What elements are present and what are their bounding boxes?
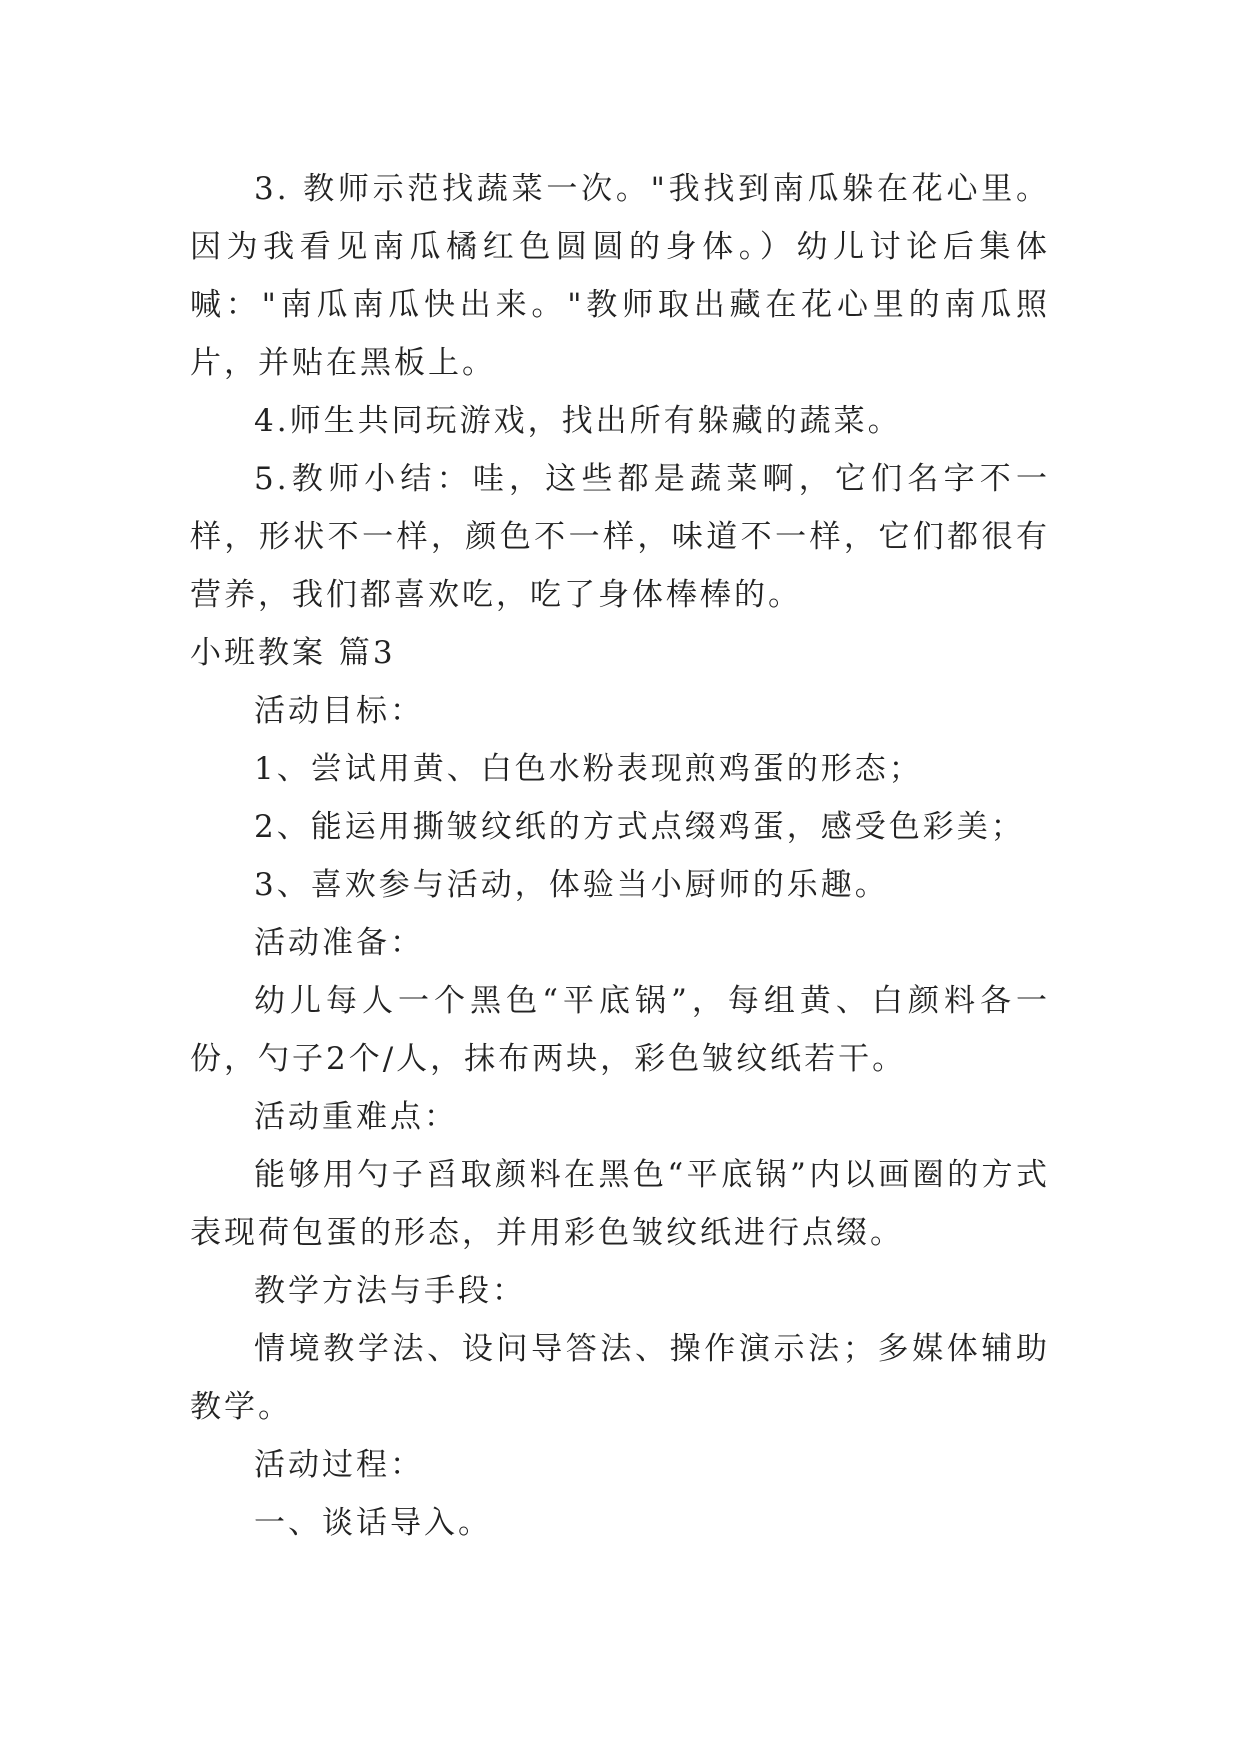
paragraph-method-body: 情境教学法、设问导答法、操作演示法；多媒体辅助教学。 [190, 1331, 1050, 1425]
paragraph-goals-title: 活动目标： [254, 693, 424, 729]
paragraph-method-title: 教学方法与手段： [254, 1273, 526, 1309]
paragraph-goal-1: 1、尝试用黄、白色水粉表现煎鸡蛋的形态； [254, 751, 923, 787]
paragraph-key-title: 活动重难点： [254, 1099, 458, 1135]
paragraph-step-4: 4.师生共同玩游戏，找出所有躲藏的蔬菜。 [254, 403, 902, 439]
paragraph-step-3: 3. 教师示范找蔬菜一次。"我找到南瓜躲在花心里。因为我看见南瓜橘红色圆圆的身体。）幼儿讨论后集体喊："南瓜南瓜快出来。"教师取出藏在花心里的南瓜照片，并贴在黑板上。 [190, 171, 1050, 381]
paragraph-step-5: 5.教师小结：哇，这些都是蔬菜啊，它们名字不一样，形状不一样，颜色不一样，味道不一样，它们都很有营养，我们都喜欢吃，吃了身体棒棒的。 [190, 461, 1050, 613]
paragraph-key-body: 能够用勺子舀取颜料在黑色“平底锅”内以画圈的方式表现荷包蛋的形态，并用彩色皱纹纸进行点缀。 [190, 1157, 1050, 1251]
document-page [190, 160, 1050, 1552]
paragraph-goal-3: 3、喜欢参与活动，体验当小厨师的乐趣。 [254, 867, 889, 903]
paragraph-process-step-1: 一、谈话导入。 [254, 1505, 492, 1541]
paragraph-prep-body: 幼儿每人一个黑色“平底锅”，每组黄、白颜料各一份，勺子2个/人，抹布两块，彩色皱纹纸若干。 [190, 983, 1050, 1077]
paragraph-process-title: 活动过程： [254, 1447, 424, 1483]
paragraph-goal-2: 2、能运用撕皱纹纸的方式点缀鸡蛋，感受色彩美； [254, 809, 1025, 845]
section-heading: 小班教案 篇3 [190, 635, 396, 671]
paragraph-prep-title: 活动准备： [254, 925, 424, 961]
